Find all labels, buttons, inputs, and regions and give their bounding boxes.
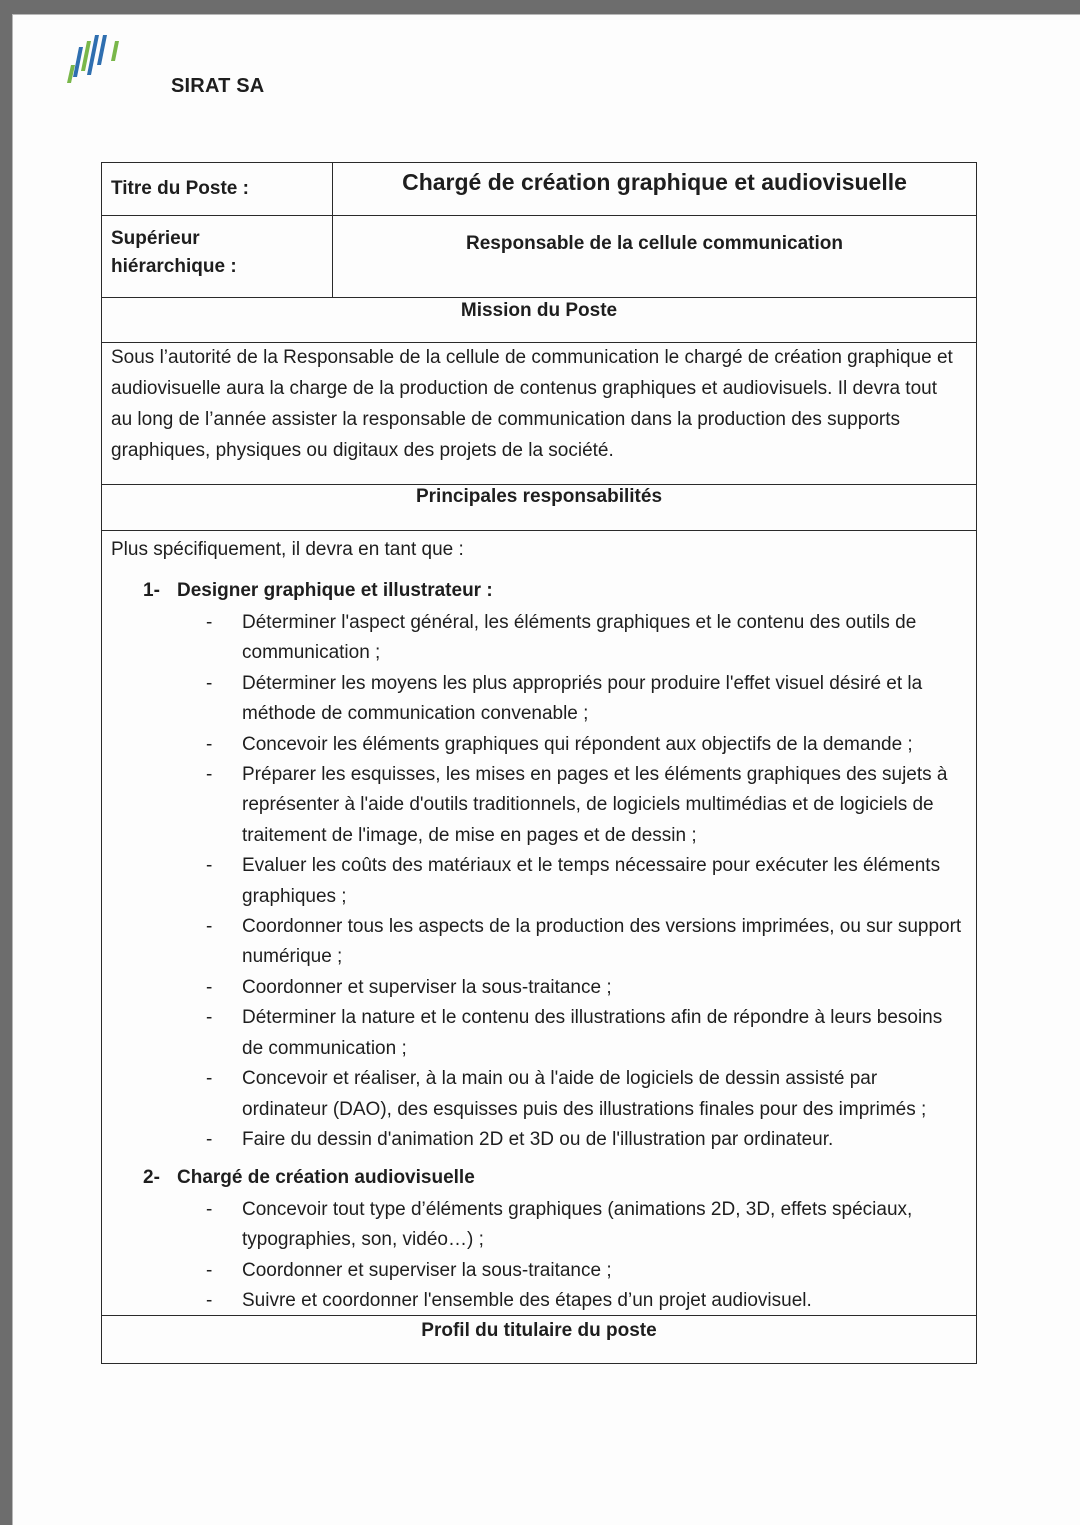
bullet-dash: -	[206, 1128, 213, 1150]
graphic-design-task-list	[206, 608, 966, 1155]
bullet-dash: -	[206, 916, 213, 938]
task-item	[206, 973, 966, 1003]
bullet-dash: -	[206, 672, 213, 694]
responsibilities-heading: Principales responsabilités	[415, 486, 663, 507]
superior-value: Responsable de la cellule communication	[466, 233, 843, 254]
task-text: Coordonner tous les aspects de la production des versions imprimées, ou sur support numérique ;	[242, 916, 962, 968]
section-title: Designer graphique et illustrateur :	[177, 580, 493, 601]
task-text: Coordonner et superviser la sous-traitance ;	[242, 976, 612, 998]
row-divider	[102, 484, 976, 485]
section-title: Chargé de création audiovisuelle	[177, 1167, 475, 1188]
task-text: Concevoir tout type d’éléments graphiques (animations 2D, 3D, effets spéciaux, typographies, son, vidéo…) ;	[242, 1199, 913, 1251]
mission-heading: Mission du Poste	[460, 300, 618, 321]
task-item	[206, 1064, 966, 1125]
task-text: Faire du dessin d'animation 2D et 3D ou de l'illustration par ordinateur.	[242, 1128, 834, 1150]
bullet-dash: -	[206, 733, 213, 755]
task-item	[206, 1286, 966, 1316]
task-item	[206, 851, 966, 912]
task-item	[206, 730, 966, 760]
bullet-dash: -	[206, 1007, 213, 1029]
job-title: Chargé de création graphique et audiovisuelle	[402, 169, 907, 195]
task-text: Déterminer les moyens les plus appropriés pour produire l'effet visuel désiré et la méthode de communication convenable ;	[242, 672, 923, 725]
responsibilities-intro: Plus spécifiquement, il devra en tant que :	[111, 539, 464, 560]
task-item	[206, 1003, 966, 1064]
task-item	[206, 1256, 966, 1286]
row-divider	[102, 215, 976, 216]
mission-text: Sous l’autorité de la Responsable de la cellule de communication le chargé de création graphique et audiovisuelle aura la charge de la production de contenus graphiques et audiovisuels. Il devra tout au long de l’année assister la responsable de communication dans la production des supports graphiques, physiques ou digitaux des projets de la société.	[111, 347, 953, 461]
task-item	[206, 669, 966, 730]
row-divider	[102, 297, 976, 298]
bullet-dash: -	[206, 976, 213, 998]
bullet-dash: -	[206, 1199, 213, 1220]
task-text: Déterminer l'aspect général, les éléments graphiques et le contenu des outils de communication ;	[242, 612, 917, 664]
task-text: Suivre et coordonner l'ensemble des étapes d’un projet audiovisuel.	[242, 1290, 812, 1312]
task-item	[206, 1125, 966, 1155]
task-text: Concevoir les éléments graphiques qui répondent aux objectifs de la demande ;	[242, 733, 913, 755]
bullet-dash: -	[206, 1290, 213, 1312]
bullet-dash: -	[206, 1259, 213, 1281]
task-text: Evaluer les coûts des matériaux et le temps nécessaire pour exécuter les éléments graphiques ;	[242, 855, 941, 907]
task-text: Concevoir et réaliser, à la main ou à l'aide de logiciels de dessin assisté par ordinateur (DAO), des esquisses puis des illustrations finales pour des imprimés ;	[242, 1068, 927, 1120]
section-number: 2-	[143, 1167, 160, 1188]
task-item	[206, 1195, 966, 1256]
audiovisual-task-list	[206, 1195, 966, 1317]
profile-heading: Profil du titulaire du poste	[421, 1320, 657, 1341]
superior-label-line2: hiérarchique :	[111, 256, 237, 277]
row-divider	[102, 530, 976, 531]
sirat-logo-icon	[63, 31, 125, 83]
document-page	[12, 14, 1080, 1525]
task-text: Préparer les esquisses, les mises en pages et les éléments graphiques des sujets à représenter à l'aide d'outils traditionnels, de logiciels multimédias et de logiciels de traitement de l'image, de mise en pages et de dessin ;	[242, 764, 948, 846]
section-number: 1-	[143, 580, 160, 601]
task-text: Déterminer la nature et le contenu des illustrations afin de répondre à leurs besoins de communication ;	[242, 1007, 943, 1059]
bullet-dash: -	[206, 1068, 213, 1090]
bullet-dash: -	[206, 612, 213, 633]
task-item	[206, 912, 966, 973]
superior-label-line1: Supérieur	[111, 228, 200, 249]
section-heading-graphic-design	[143, 580, 493, 602]
task-item	[206, 760, 966, 851]
company-name: SIRAT SA	[171, 75, 265, 97]
job-description-table	[101, 162, 977, 1364]
title-label: Titre du Poste :	[111, 178, 249, 199]
section-heading-audiovisual	[143, 1167, 475, 1189]
bullet-dash: -	[206, 764, 213, 786]
bullet-dash: -	[206, 855, 213, 877]
task-item	[206, 608, 966, 669]
superior-label	[111, 225, 237, 281]
task-text: Coordonner et superviser la sous-traitance ;	[242, 1259, 612, 1281]
